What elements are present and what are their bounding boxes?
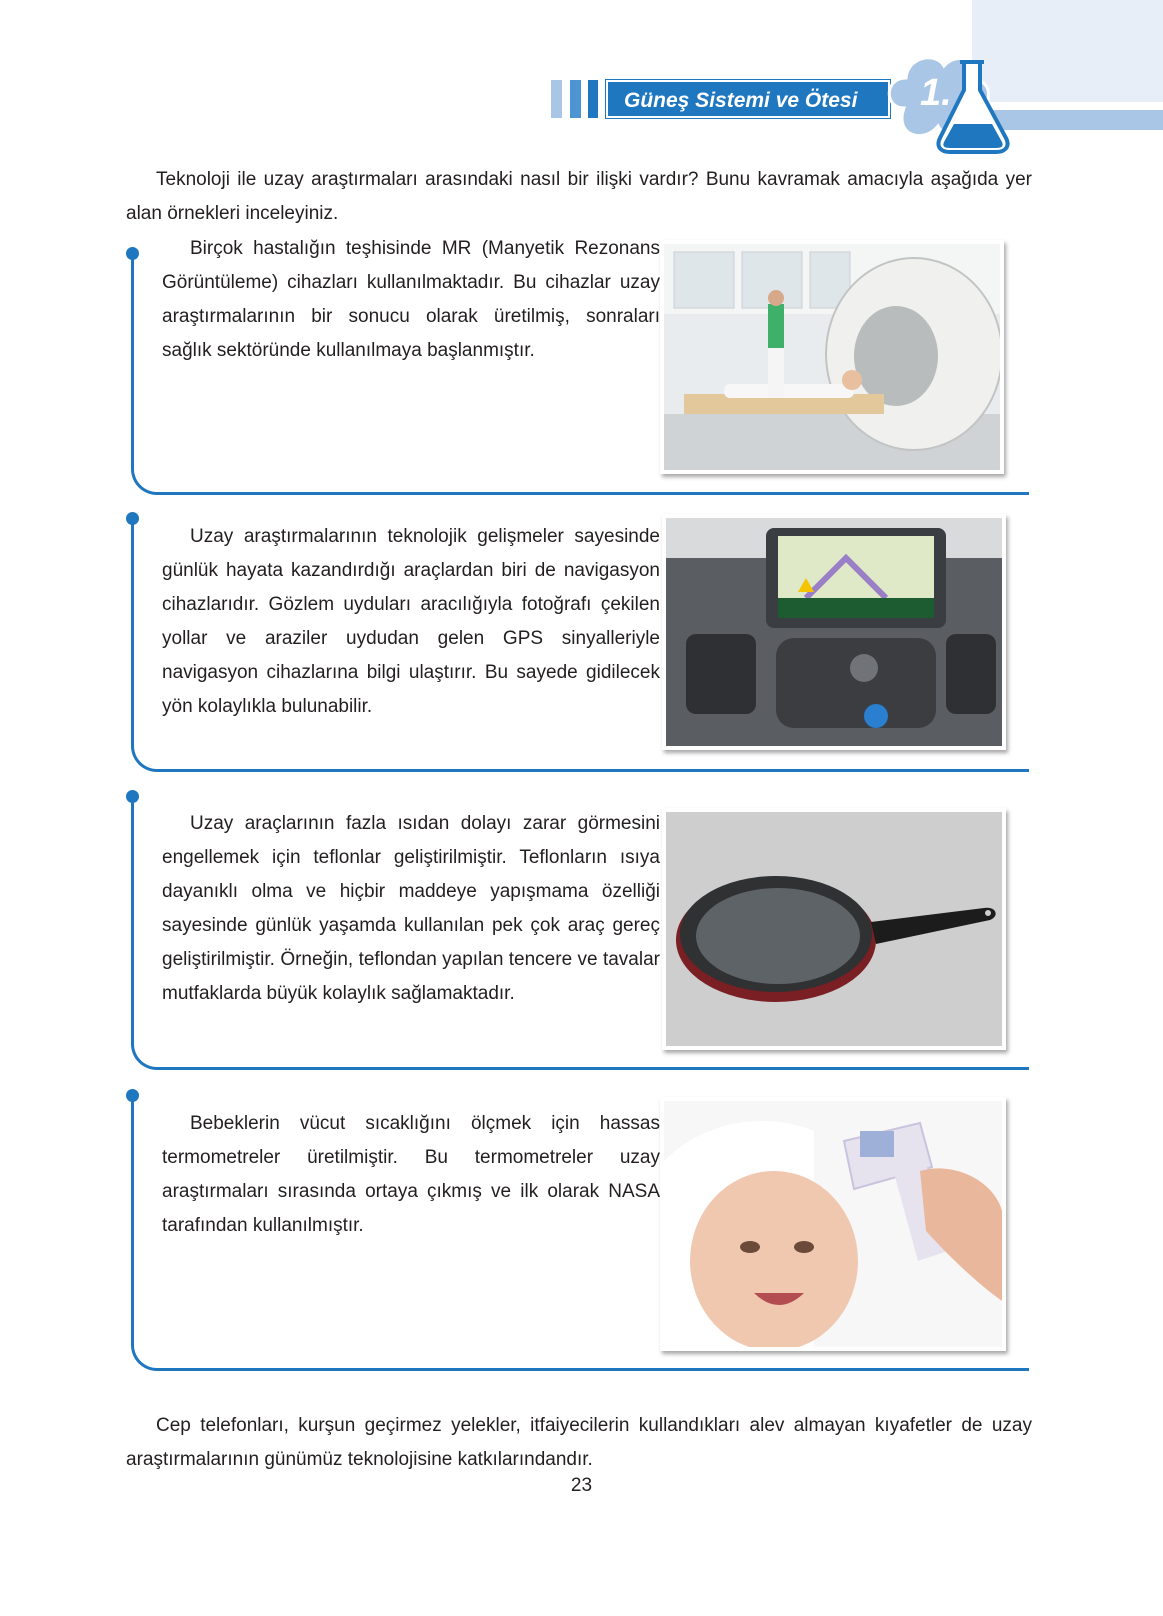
header-bar-dark xyxy=(588,80,598,118)
card-text: Uzay araçlarının fazla ısıdan dolayı zarar görmesini engellemek için teflonlar geliştirilmiştir. Teflonların ısıya dayanıklı olma ve hiçbir maddeye yapışmama özelliği sayesinde günlük yaşamda kullanılan pek çok araç gereç geliştirilmiştir. Örneğin, teflondan yapılan tencere ve tavalar mutfaklarda büyük kolaylık sağlamaktadır. xyxy=(162,813,660,1004)
chapter-number: 1. xyxy=(920,72,952,114)
card-bullet-dot xyxy=(126,790,139,803)
closing-paragraph: Cep telefonları, kurşun geçirmez yelekler, itfaiyecilerin kullandıkları alev almayan kıyafetler de uzay araştırmalarının günümüz teknolojisine katkılarındandır. xyxy=(126,1415,1032,1470)
card-bullet-dot xyxy=(126,512,139,525)
flask-badge-icon xyxy=(884,48,1024,156)
card-text: Uzay araştırmalarının teknolojik gelişmeler sayesinde günlük hayata kazandırdığı araçlardan biri de navigasyon cihazlarıdır. Gözlem uyduları aracılığıyla fotoğrafı çekilen yollar ve araziler uydudan gelen GPS sinyalleriyle navigasyon cihazlarına bilgi ulaştırır. Bu sayede gidilecek yön kolaylıkla bulunabilir. xyxy=(162,526,660,717)
mri-photo xyxy=(660,240,1004,474)
page-number: 23 xyxy=(570,1475,593,1496)
header-bar-light xyxy=(551,80,562,118)
card-bullet-dot xyxy=(126,1089,139,1102)
intro-paragraph: Teknoloji ile uzay araştırmaları arasındaki nasıl bir ilişki vardır? Bunu kavramak amacıyla aşağıda yer alan örnekleri inceleyiniz. xyxy=(126,169,1032,224)
card-text: Bebeklerin vücut sıcaklığını ölçmek için hassas termometreler üretilmiştir. Bu termometreler uzay araştırmaları sırasında ortaya çıkmış ve ilk olarak NASA tarafından kullanılmıştır. xyxy=(162,1113,660,1236)
baby-thermometer-photo xyxy=(660,1097,1006,1351)
unit-title: Güneş Sistemi ve Ötesi xyxy=(624,89,858,112)
navigation-photo xyxy=(662,514,1006,750)
card-bullet-dot xyxy=(126,247,139,260)
unit-title-box xyxy=(606,80,890,118)
teflon-pan-photo xyxy=(662,808,1006,1050)
card-text: Birçok hastalığın teşhisinde MR (Manyetik Rezonans Görüntüleme) cihazları kullanılmaktadır. Bu cihazlar uzay araştırmalarının bir sonucu olarak üretilmiş, sonraları sağlık sektöründe kullanılmaya başlanmıştır. xyxy=(162,238,660,361)
header-bar-mid xyxy=(570,80,581,118)
